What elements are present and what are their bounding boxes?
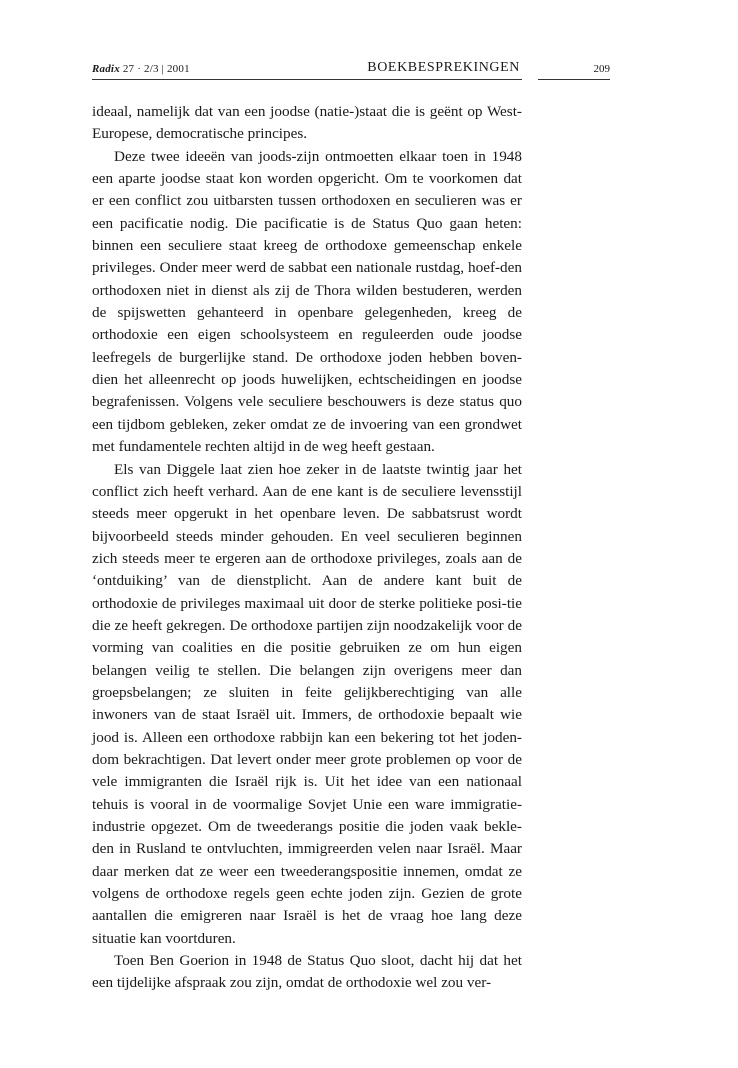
issue-info: 27 · 2/3 | 2001 xyxy=(122,63,190,75)
journal-name: Radix xyxy=(92,63,120,75)
page-number: 209 xyxy=(593,63,610,75)
section-title: BOEKBESPREKINGEN xyxy=(367,60,520,75)
paragraph: Els van Diggele laat zien hoe zeker in de laatste twintig jaar het conflict zich heeft verhard. Aan de ene kant is de seculiere levensstijl steeds meer opgerukt in het openbare leven. De sabbatsrust wordt bijvoorbeeld steeds minder gehouden. En veel seculieren beginnen zich steeds meer te ergeren aan de orthodoxe privileges, zoals aan de ‘ontduiking’ van de dienstplicht. Aan de andere kant buit de orthodoxie de privileges maximaal uit door de sterke politieke posi-tie die ze heeft gekregen. De orthodoxe partijen zijn noodzakelijk voor de vorming van coalities en die positie gebruiken ze om hun eigen belangen veilig te stellen. Die belangen zijn overigens meer dan groepsbelangen; ze sluiten in feite gelijkberechtiging van alle inwoners van de staat Israël uit. Immers, de orthodoxie bepaalt wie jood is. Alleen een orthodoxe rabbijn kan een bekering tot het joden-dom bekrachtigen. Dat levert onder meer grote problemen op voor de vele immigranten die Israël rijk is. Uit het idee van een nationaal tehuis is vooral in de voormalige Sovjet Unie een ware immigratie-industrie opgezet. Om de tweederangs positie die joden vaak bekle-den in Rusland te ontvluchten, immigreerden velen naar Israël. Maar daar merken dat ze weer een tweederangspositie innemen, omdat ze volgens de orthodoxe regels geen echte joden zijn. Gezien de grote aantallen die emigreren naar Israël is het de vraag hoe lang deze situatie kan voortduren. xyxy=(92,460,522,947)
running-head xyxy=(92,60,610,80)
paragraph: Toen Ben Goerion in 1948 de Status Quo sloot, dacht hij dat het een tijdelijke afspraak zou zijn, omdat de orthodoxie wel zou ver- xyxy=(92,952,522,992)
paragraph: Deze twee ideeën van joods-zijn ontmoetten elkaar toen in 1948 een aparte joodse staat kon worden opgericht. Om te voorkomen dat er een conflict zou uitbarsten tussen orthodoxen en seculieren was er een pacificatie nodig. Die pacificatie is de Status Quo gaan heten: binnen een seculiere staat kreeg de orthodoxe gemeenschap enkele privileges. Onder meer werd de sabbat een nationale rustdag, hoef-den orthodoxen niet in dienst als zij de Thora wilden bestuderen, werden de spijswetten gehanteerd in openbare gelegenheden, kreeg de orthodoxie een eigen schoolsysteem en reguleerden oude joodse leefregels de burgerlijke stand. De orthodoxe joden hebben boven-dien het alleenrecht op joods huwelijken, echtscheidingen en joodse begrafenissen. Volgens vele seculiere beschouwers is deze status quo een tijdbom gebleken, zeker omdat ze de invoering van een grondwet met fundamentele rechten altijd in de weg heeft gestaan. xyxy=(92,147,522,456)
article-body xyxy=(92,101,522,995)
header-rule-left xyxy=(92,79,522,80)
paragraph-continued: ideaal, namelijk dat van een joodse (natie-)staat die is geënt op West-Europese, democratische principes. xyxy=(92,103,522,143)
header-rule-right xyxy=(538,79,610,80)
